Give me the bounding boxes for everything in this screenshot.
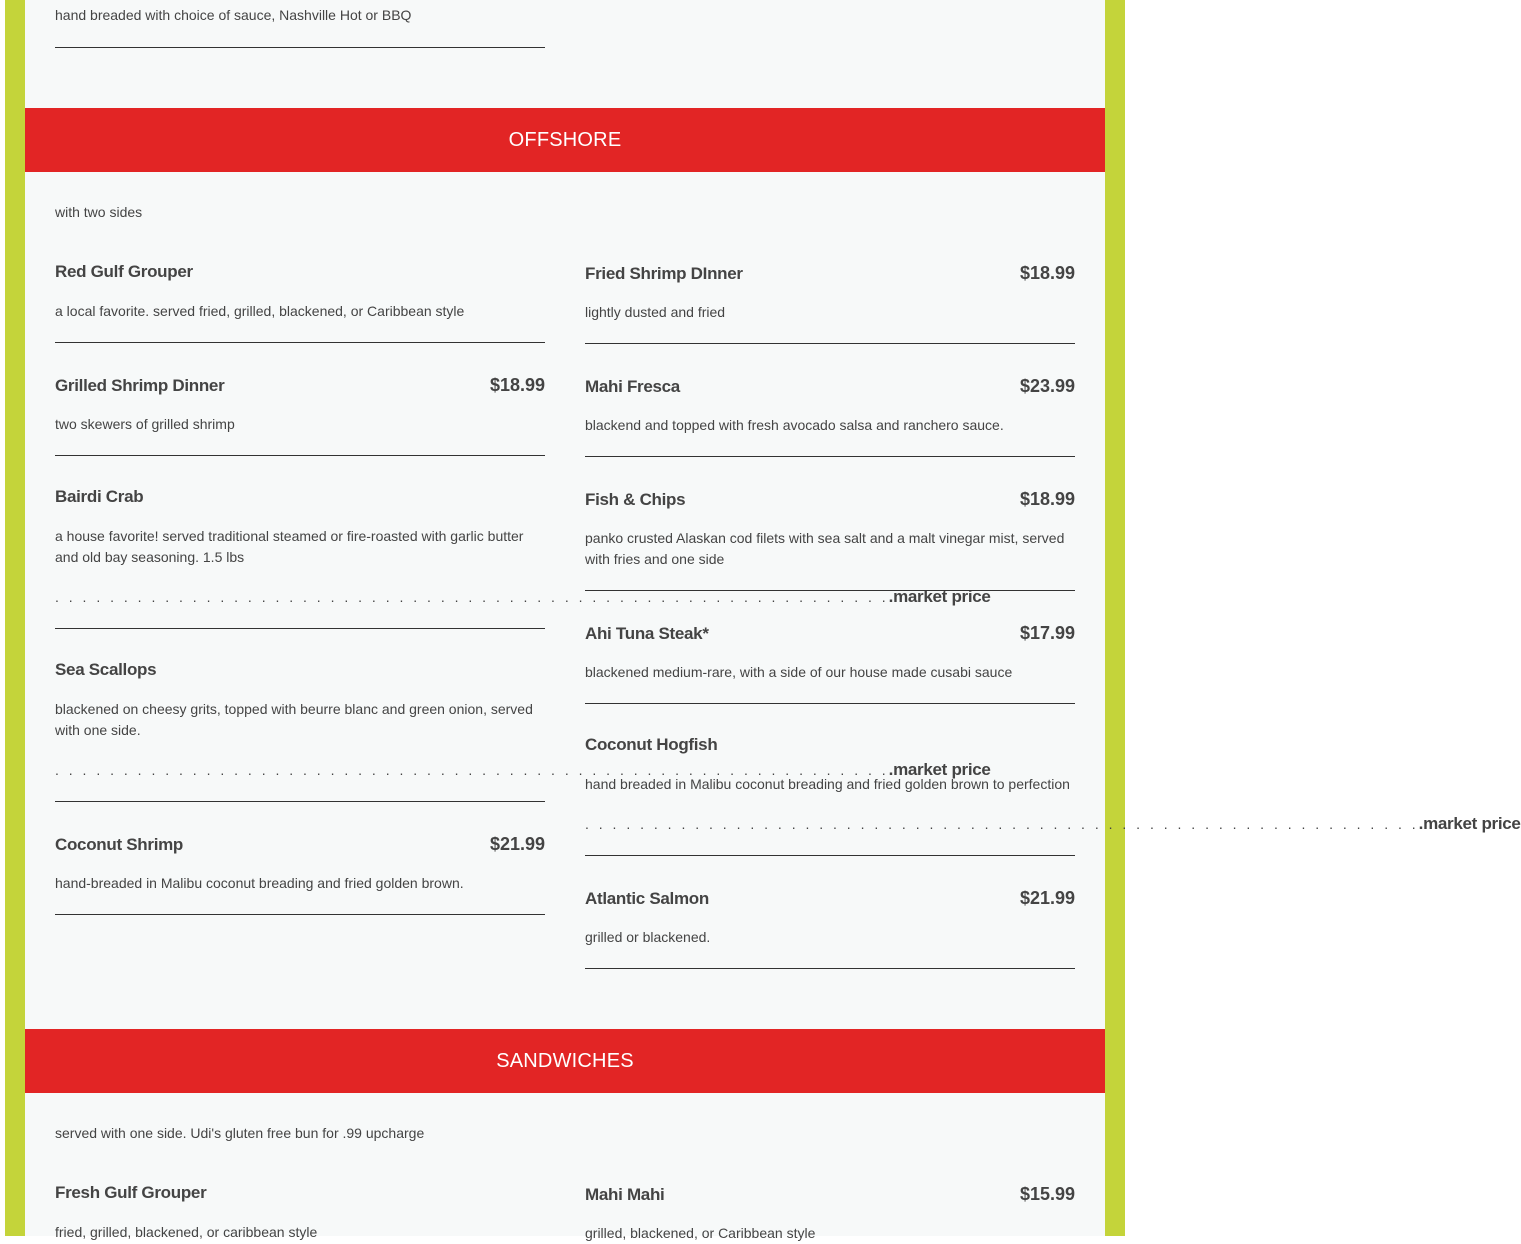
menu-item-fish-and-chips[interactable] xyxy=(585,489,1075,570)
item-divider xyxy=(585,456,1075,457)
item-divider xyxy=(55,342,545,343)
dot-leader: . . . . . . . . . . . . . . . . . . . . . . . . . . . . . . . . . . . . . . . . . . . . . . . . . . . . . . . . . . . . . xyxy=(585,816,1419,832)
menu-item-fried-shrimp-dinner[interactable] xyxy=(585,263,1075,323)
item-price: $15.99 xyxy=(1019,1184,1075,1204)
item-name: Grilled Shrimp Dinner xyxy=(55,376,225,395)
item-name: Mahi Mahi xyxy=(585,1185,665,1204)
item-name: Atlantic Salmon xyxy=(585,889,709,908)
item-divider xyxy=(55,628,545,629)
section-title: OFFSHORE xyxy=(508,128,622,151)
menu-item-atlantic-salmon[interactable] xyxy=(585,888,1075,948)
item-description: a local favorite. served fried, grilled, blackened, or Caribbean style xyxy=(55,303,465,319)
item-description: hand breaded in Malibu coconut breading and fried golden brown to perfection xyxy=(585,776,1070,792)
item-divider xyxy=(585,343,1075,344)
section-header-sandwiches xyxy=(25,1029,1105,1093)
item-price: $18.99 xyxy=(489,375,545,395)
section-header-offshore xyxy=(25,108,1105,172)
page-border xyxy=(5,0,1521,1241)
item-divider xyxy=(585,590,1075,591)
item-description: blackend and topped with fresh avocado salsa and ranchero sauce. xyxy=(585,417,1004,433)
menu-item-fresh-gulf-grouper[interactable] xyxy=(55,1183,545,1243)
section-title: SANDWICHES xyxy=(496,1049,634,1072)
item-name: Fish & Chips xyxy=(585,490,686,509)
section-note: with two sides xyxy=(55,204,143,220)
dot-leader: . . . . . . . . . . . . . . . . . . . . . . . . . . . . . . . . . . . . . . . . . . . . . . . . . . . . . . . . . . . . . xyxy=(55,762,889,778)
item-name: Mahi Fresca xyxy=(585,377,680,396)
item-divider xyxy=(55,455,545,456)
item-price: $21.99 xyxy=(489,834,545,854)
item-price: $18.99 xyxy=(1019,489,1075,509)
item-description: grilled, blackened, or Caribbean style xyxy=(585,1225,816,1241)
menu-item-grilled-shrimp-dinner[interactable] xyxy=(55,375,545,435)
item-description: fried, grilled, blackened, or caribbean style xyxy=(55,1224,318,1240)
item-description: two skewers of grilled shrimp xyxy=(55,416,235,432)
item-divider xyxy=(55,914,545,915)
market-price-row xyxy=(585,814,1521,836)
item-divider xyxy=(585,968,1075,969)
item-price: $17.99 xyxy=(1019,623,1075,643)
item-name: Coconut Shrimp xyxy=(55,835,184,854)
dot-leader: . . . . . . . . . . . . . . . . . . . . . . . . . . . . . . . . . . . . . . . . . . . . . . . . . . . . . . . . . . . . . xyxy=(55,589,889,605)
menu-item-mahi-fresca[interactable] xyxy=(585,376,1075,436)
item-description: lightly dusted and fried xyxy=(585,304,726,320)
item-description: hand breaded with choice of sauce, Nashville Hot or BBQ xyxy=(55,7,412,23)
item-name: Bairdi Crab xyxy=(55,487,144,506)
item-price: $21.99 xyxy=(1019,888,1075,908)
item-description: blackened medium-rare, with a side of our house made cusabi sauce xyxy=(585,664,1013,680)
item-name: Red Gulf Grouper xyxy=(55,262,193,281)
market-price-label: .market price xyxy=(888,760,991,779)
section-note: served with one side. Udi's gluten free bun for .99 upcharge xyxy=(55,1125,425,1141)
market-price-row xyxy=(55,760,991,782)
menu-item-ahi-tuna-steak[interactable] xyxy=(585,623,1075,683)
item-description: blackened on cheesy grits, topped with beurre blanc and green onion, served with one side. xyxy=(55,701,533,738)
item-name: Fresh Gulf Grouper xyxy=(55,1183,207,1202)
market-price-label: .market price xyxy=(1418,814,1521,833)
menu-panel xyxy=(25,0,1521,1241)
item-price: $18.99 xyxy=(1019,263,1075,283)
market-price-row xyxy=(55,587,991,609)
item-description: a house favorite! served traditional steamed or fire-roasted with garlic butter and old bay seasoning. 1.5 lbs xyxy=(55,528,524,565)
item-name: Sea Scallops xyxy=(55,660,157,679)
menu-item-coconut-hogfish[interactable] xyxy=(585,735,1521,836)
market-price-label: .market price xyxy=(888,587,991,606)
item-price: $23.99 xyxy=(1019,376,1075,396)
item-divider xyxy=(55,801,545,802)
item-divider xyxy=(55,47,545,48)
item-description: hand-breaded in Malibu coconut breading and fried golden brown. xyxy=(55,875,464,891)
item-name: Ahi Tuna Steak* xyxy=(585,624,709,643)
menu-item-mahi-mahi[interactable] xyxy=(585,1184,1075,1244)
item-divider xyxy=(585,703,1075,704)
menu-item-red-gulf-grouper[interactable] xyxy=(55,262,545,322)
item-divider xyxy=(585,855,1075,856)
item-description: grilled or blackened. xyxy=(585,929,711,945)
item-description: panko crusted Alaskan cod filets with sea salt and a malt vinegar mist, served with fries and one side xyxy=(585,530,1065,567)
item-name: Fried Shrimp DInner xyxy=(585,264,743,283)
menu-item-coconut-shrimp[interactable] xyxy=(55,834,545,894)
item-name: Coconut Hogfish xyxy=(585,735,718,754)
